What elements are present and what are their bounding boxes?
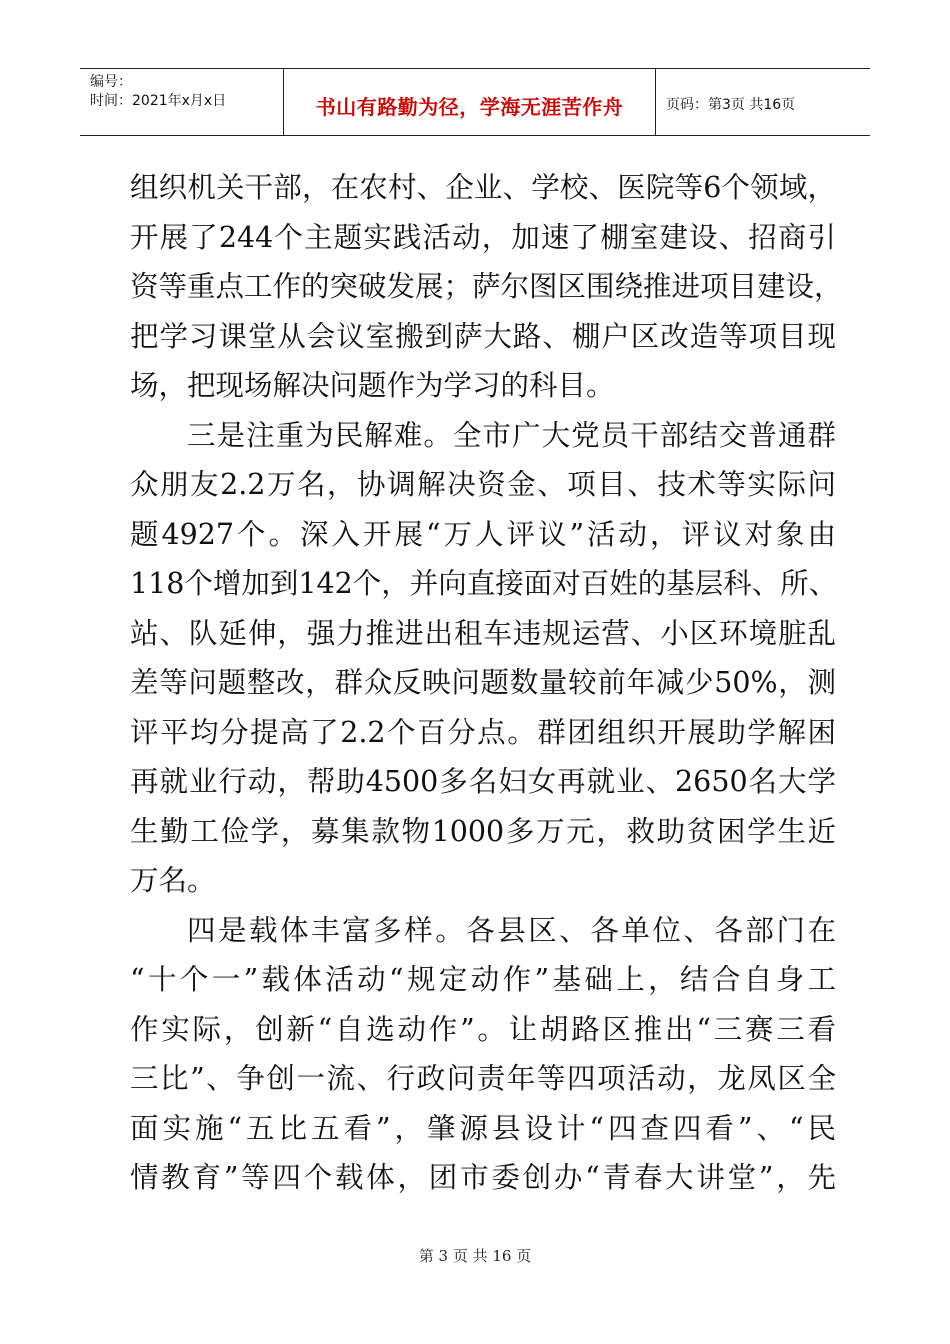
document-body [130,163,843,1203]
text-line: 众朋友2.2万名，协调解决资金、项目、技术等实际问 [130,468,836,501]
text-line: 题4927个。深入开展“万人评议”活动，评议对象由 [130,517,836,551]
time-label: 时间：2021年x月x日 [90,93,227,109]
text-line: 把学习课堂从会议室搬到萨大路、棚户区改造等项目现 [130,319,836,353]
number-label: 编号： [90,74,132,90]
text-line: 四是载体丰富多样。各县区、各单位、各部门在 [187,913,836,947]
page-footer: 第 3 页 共 16 页 [418,1247,532,1265]
text-line: 118个增加到142个，并向直接面对百姓的基层科、所、 [130,567,838,600]
text-line: 场，把现场解决问题作为学习的科目。 [130,369,615,402]
text-line: 资等重点工作的突破发展；萨尔图区围绕推进项目建设， [130,270,843,303]
text-line: 开展了244个主题实践活动，加速了棚室建设、招商引 [130,220,836,254]
text-line: 站、队延伸，强力推进出租车违规运营、小区环境脏乱 [130,616,836,650]
text-line: 再就业行动，帮助4500多名妇女再就业、2650名大学 [130,765,836,798]
text-line: 三是注重为民解难。全市广大党员干部结交普通群 [187,418,836,452]
text-line: 生勤工俭学，募集款物1000多万元，救助贫困学生近 [130,814,836,848]
page-header [80,68,870,136]
header-page-info: 页码：第3页 共16页 [666,97,796,113]
text-line: 三比”、争创一流、行政问责年等四项活动，龙凤区全 [130,1062,836,1095]
text-line: 万名。 [130,864,216,897]
text-line: 作实际，创新“自选动作”。让胡路区推出“三赛三看 [130,1012,836,1046]
text-line: 情教育”等四个载体，团市委创办“青春大讲堂”，先 [130,1161,836,1194]
text-line: 组织机关干部，在农村、企业、学校、医院等6个领域， [130,171,836,204]
text-line: 差等问题整改，群众反映问题数量较前年减少50%，测 [130,666,836,699]
text-line: “十个一”载体活动“规定动作”基础上，结合自身工 [130,963,836,996]
header-meta [80,69,284,135]
header-slogan: 书山有路勤为径，学海无涯苦作舟 [284,69,656,135]
text-line: 评平均分提高了2.2个百分点。群团组织开展助学解困 [130,715,836,749]
text-line: 面实施“五比五看”，肇源县设计“四查四看”、“民 [130,1111,836,1145]
